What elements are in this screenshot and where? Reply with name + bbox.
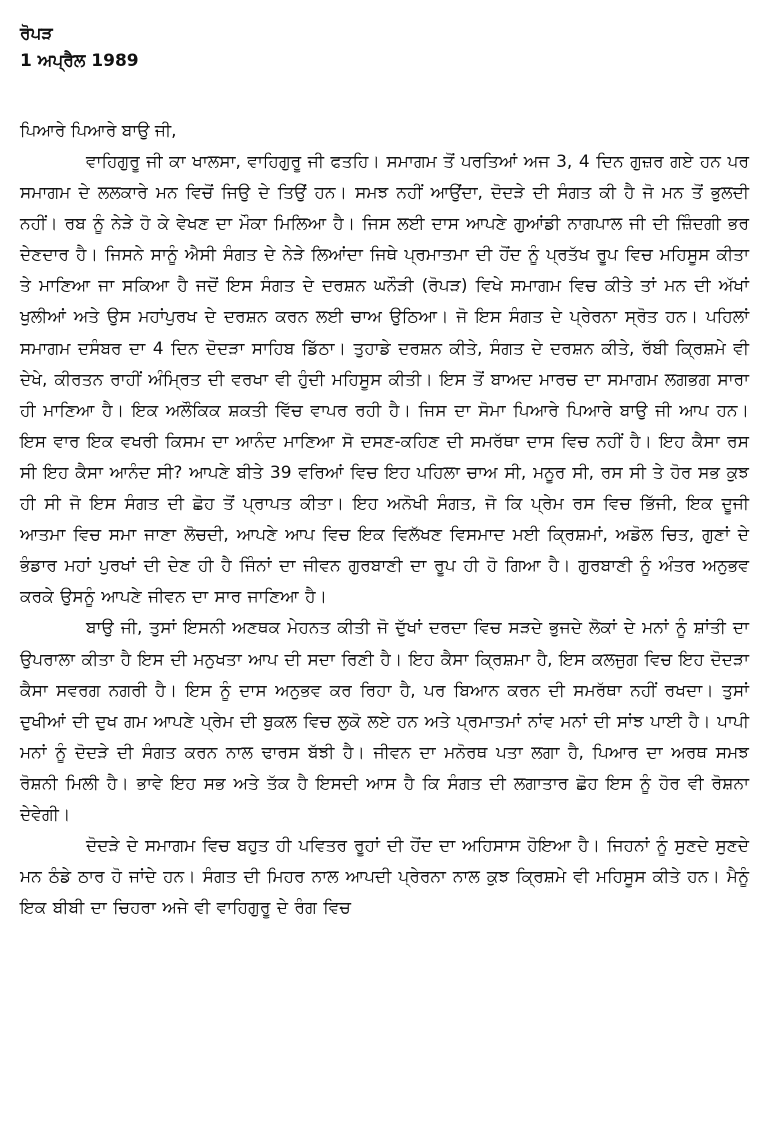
letter-place: ਰੋਪੜ bbox=[20, 24, 53, 44]
letter-date: 1 ਅਪ੍ਰੈਲ 1989 bbox=[20, 51, 139, 71]
letter-paragraph-1: ਵਾਹਿਗੁਰੂ ਜੀ ਕਾ ਖਾਲਸਾ, ਵਾਹਿਗੁਰੂ ਜੀ ਫਤਹਿ। ਸਮਾਗਮ ਤੋਂ ਪਰਤਿਆਂ ਅਜ 3, 4 ਦਿਨ ਗੁਜ਼ਰ ਗਏ ਹਨ ਪਰ ਸਮਾਗਮ ਦੇ ਲਲਕਾਰੇ ਮਨ ਵਿਚੋਂ ਜਿਉ ਦੇ ਤਿਉਂ ਹਨ। ਸਮਝ ਨਹੀਂ ਆਉਂਦਾ, ਦੋਦੜੇ ਦੀ ਸੰਗਤ ਕੀ ਹੈ ਜੋ ਮਨ ਤੋਂ ਭੁਲਦੀ ਨਹੀਂ। ਰਬ ਨੂੰ ਨੇੜੇ ਹੋ ਕੇ ਵੇਖਣ ਦਾ ਮੌਕਾ ਮਿਲਿਆ ਹੈ। ਜਿਸ ਲਈ ਦਾਸ ਆਪਣੇ ਗੁਆਂਡੀ ਨਾਗਪਾਲ ਜੀ ਦੀ ਜ਼ਿੰਦਗੀ ਭਰ ਦੇਣਦਾਰ ਹੈ। ਜਿਸਨੇ ਸਾਨੂੰ ਐਸੀ ਸੰਗਤ ਦੇ ਨੇੜੇ ਲਿਆਂਦਾ ਜਿਥੇ ਪ੍ਰਮਾਤਮਾ ਦੀ ਹੋਂਦ ਨੂੰ ਪ੍ਰਤੱਖ ਰੂਪ ਵਿਚ ਮਹਿਸੂਸ ਕੀਤਾ ਤੇ ਮਾਣਿਆ ਜਾ ਸਕਿਆ ਹੈ ਜਦੋਂ ਇਸ ਸੰਗਤ ਦੇ ਦਰਸ਼ਨ ਘਨੌੜੀ (ਰੋਪੜ) ਵਿਖੇ ਸਮਾਗਮ ਵਿਚ ਕੀਤੇ ਤਾਂ ਮਨ ਦੀ ਅੱਖਾਂ ਖੁਲੀਆਂ ਅਤੇ ਉਸ ਮਹਾਂਪੁਰਖ ਦੇ ਦਰਸ਼ਨ ਕਰਨ ਲਈ ਚਾਅ ਉਠਿਆ। ਜੋ ਇਸ ਸੰਗਤ ਦੇ ਪ੍ਰੇਰਨਾ ਸ੍ਰੋਤ ਹਨ। ਪਹਿਲਾਂ ਸਮਾਗਮ ਦਸੰਬਰ ਦਾ 4 ਦਿਨ ਦੋਦੜਾ ਸਾਹਿਬ ਡਿੱਠਾ। ਤੁਹਾਡੇ ਦਰਸ਼ਨ ਕੀਤੇ, ਸੰਗਤ ਦੇ ਦਰਸ਼ਨ ਕੀਤੇ, ਰੱਬੀ ਕ੍ਰਿਸ਼ਮੇ ਵੀ ਦੇਖੇ, ਕੀਰਤਨ ਰਾਹੀਂ ਅੰਮ੍ਰਿਤ ਦੀ ਵਰਖਾ ਵੀ ਹੁੰਦੀ ਮਹਿਸੂਸ ਕੀਤੀ। ਇਸ ਤੋਂ ਬਾਅਦ ਮਾਰਚ ਦਾ ਸਮਾਗਮ ਲਗਭਗ ਸਾਰਾ ਹੀ ਮਾਣਿਆ ਹੈ। ਇਕ ਅਲੌਕਿਕ ਸ਼ਕਤੀ ਵਿੱਚ ਵਾਪਰ ਰਹੀ ਹੈ। ਜਿਸ ਦਾ ਸੋਮਾ ਪਿਆਰੇ ਪਿਆਰੇ ਬਾਉ ਜੀ ਆਪ ਹਨ। ਇਸ ਵਾਰ ਇਕ ਵਖਰੀ ਕਿਸਮ ਦਾ ਆਨੰਦ ਮਾਣਿਆ ਸੋ ਦਸਣ-ਕਹਿਣ ਦੀ ਸਮਰੱਥਾ ਦਾਸ ਵਿਚ ਨਹੀਂ ਹੈ। ਇਹ ਕੈਸਾ ਰਸ ਸੀ ਇਹ ਕੈਸਾ ਆਨੰਦ ਸੀ? ਆਪਣੇ ਬੀਤੇ 39 ਵਰਿਆਂ ਵਿਚ ਇਹ ਪਹਿਲਾ ਚਾਅ ਸੀ, ਮਨੂਰ ਸੀ, ਰਸ ਸੀ ਤੇ ਹੋਰ ਸਭ ਕੁਝ ਹੀ ਸੀ ਜੋ ਇਸ ਸੰਗਤ ਦੀ ਛੋਹ ਤੋਂ ਪ੍ਰਾਪਤ ਕੀਤਾ। ਇਹ ਅਨੋਖੀ ਸੰਗਤ, ਜੋ ਕਿ ਪ੍ਰੇਮ ਰਸ ਵਿਚ ਭਿੱਜੀ, ਇਕ ਦੂਜੀ ਆਤਮਾ ਵਿਚ ਸਮਾ ਜਾਣਾ ਲੋਚਦੀ, ਆਪਣੇ ਆਪ ਵਿਚ ਇਕ ਵਿਲੱਖਣ ਵਿਸਮਾਦ ਮਈ ਕ੍ਰਿਸ਼ਮਾਂ, ਅਡੋਲ ਚਿਤ, ਗੁਣਾਂ ਦੇ ਭੰਡਾਰ ਮਹਾਂ ਪੁਰਖਾਂ ਦੀ ਦੇਣ ਹੀ ਹੈ ਜਿੰਨਾਂ ਦਾ ਜੀਵਨ ਗੁਰਬਾਣੀ ਦਾ ਰੂਪ ਹੀ ਹੋ ਗਿਆ ਹੈ। ਗੁਰਬਾਣੀ ਨੂੰ ਅੰਤਰ ਅਨੁਭਵ ਕਰਕੇ ਉਸਨੂੰ ਆਪਣੇ ਜੀਵਨ ਦਾ ਸਾਰ ਜਾਣਿਆ ਹੈ। bbox=[20, 152, 749, 608]
letter-body bbox=[20, 147, 749, 924]
letter-paragraph-3: ਦੋਦੜੇ ਦੇ ਸਮਾਗਮ ਵਿਚ ਬਹੁਤ ਹੀ ਪਵਿਤਰ ਰੂਹਾਂ ਦੀ ਹੋਂਦ ਦਾ ਅਹਿਸਾਸ ਹੋਇਆ ਹੈ। ਜਿਹਨਾਂ ਨੂੰ ਸੁਣਦੇ ਸੁਣਦੇ ਮਨ ਠੰਡੇ ਠਾਰ ਹੋ ਜਾਂਦੇ ਹਨ। ਸੰਗਤ ਦੀ ਮਿਹਰ ਨਾਲ ਆਪਦੀ ਪ੍ਰੇਰਨਾ ਨਾਲ ਕੁਝ ਕ੍ਰਿਸ਼ਮੇ ਵੀ ਮਹਿਸੂਸ ਕੀਤੇ ਹਨ। ਮੈਨੂੰ ਇਕ ਬੀਬੀ ਦਾ ਚਿਹਰਾ ਅਜੇ ਵੀ ਵਾਹਿਗੁਰੂ ਦੇ ਰੰਗ ਵਿਚ bbox=[20, 836, 749, 919]
letter-salutation: ਪਿਆਰੇ ਪਿਆਰੇ ਬਾਉ ਜੀ, bbox=[20, 121, 177, 141]
letter-paragraph-2: ਬਾਉ ਜੀ, ਤੁਸਾਂ ਇਸਨੀ ਅਣਥਕ ਮੇਹਨਤ ਕੀਤੀ ਜੋ ਦੁੱਖਾਂ ਦਰਦਾ ਵਿਚ ਸੜਦੇ ਭੁਜਦੇ ਲੋਕਾਂ ਦੇ ਮਨਾਂ ਨੂੰ ਸ਼ਾਂਤੀ ਦਾ ਉਪਰਾਲਾ ਕੀਤਾ ਹੈ ਇਸ ਦੀ ਮਨੁਖਤਾ ਆਪ ਦੀ ਸਦਾ ਰਿਣੀ ਹੈ। ਇਹ ਕੈਸਾ ਕ੍ਰਿਸ਼ਮਾ ਹੈ, ਇਸ ਕਲਜੁਗ ਵਿਚ ਇਹ ਦੋਦੜਾ ਕੈਸਾ ਸਵਰਗ ਨਗਰੀ ਹੈ। ਇਸ ਨੂੰ ਦਾਸ ਅਨੁਭਵ ਕਰ ਰਿਹਾ ਹੈ, ਪਰ ਬਿਆਨ ਕਰਨ ਦੀ ਸਮਰੱਥਾ ਨਹੀਂ ਰਖਦਾ। ਤੁਸਾਂ ਦੁਖੀਆਂ ਦੀ ਦੁਖ ਗਮ ਆਪਣੇ ਪ੍ਰੇਮ ਦੀ ਬੁਕਲ ਵਿਚ ਲੁਕੋ ਲਏ ਹਨ ਅਤੇ ਪ੍ਰਮਾਤਮਾਂ ਨਾਂਵ ਮਨਾਂ ਦੀ ਸਾਂਝ ਪਾਈ ਹੈ। ਪਾਪੀ ਮਨਾਂ ਨੂੰ ਦੋਦੜੇ ਦੀ ਸੰਗਤ ਕਰਨ ਨਾਲ ਢਾਰਸ ਬੱਝੀ ਹੈ। ਜੀਵਨ ਦਾ ਮਨੋਰਥ ਪਤਾ ਲਗਾ ਹੈ, ਪਿਆਰ ਦਾ ਅਰਥ ਸਮਝ ਰੋਸ਼ਨੀ ਮਿਲੀ ਹੈ। ਭਾਵੇ ਇਹ ਸਭ ਅਤੇ ਤੱਕ ਹੈ ਇਸਦੀ ਆਸ ਹੈ ਕਿ ਸੰਗਤ ਦੀ ਲਗਾਤਾਰ ਛੋਹ ਇਸ ਨੂੰ ਹੋਰ ਵੀ ਰੋਸ਼ਨਾ ਦੇਵੇਗੀ। bbox=[20, 618, 749, 825]
